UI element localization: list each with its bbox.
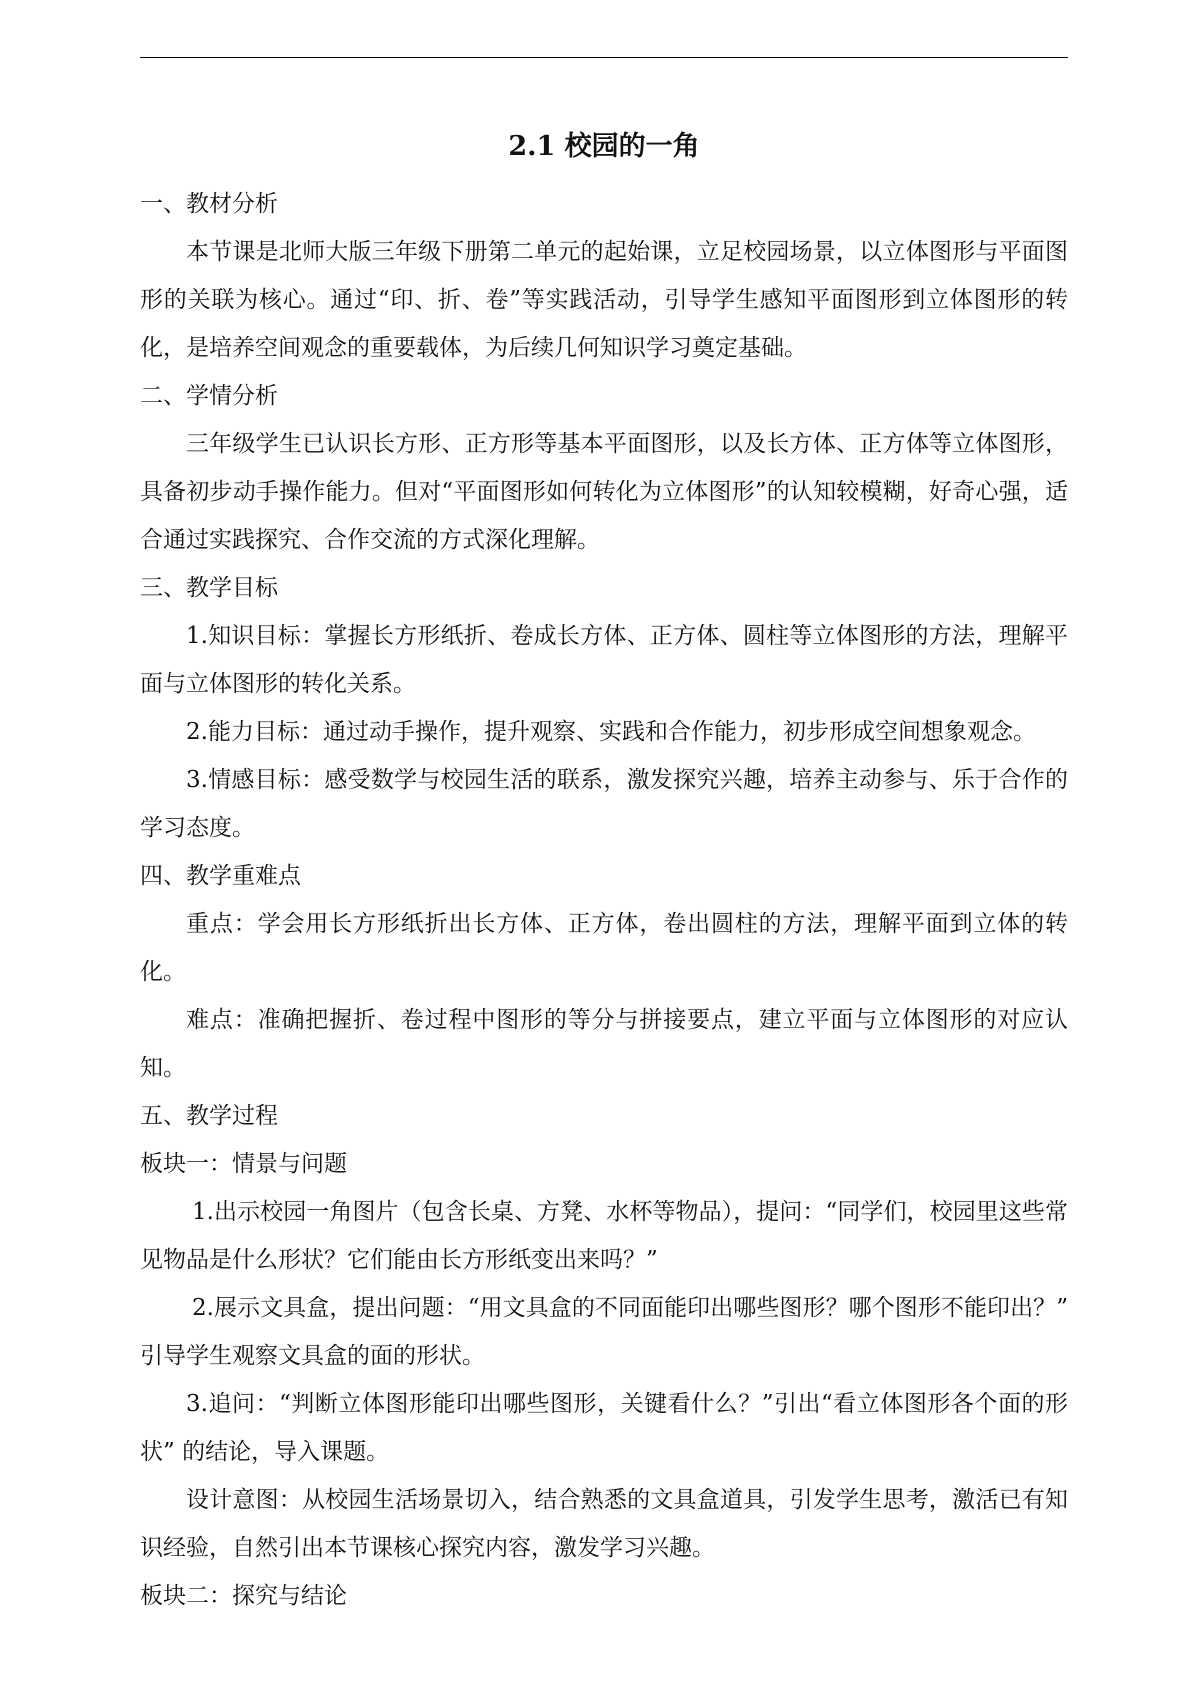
section-heading-student-analysis: 二、学情分析 xyxy=(140,383,278,409)
section-heading-textbook-analysis: 一、教材分析 xyxy=(140,191,278,217)
paragraph-design-intent: 设计意图：从校园生活场景切入，结合熟悉的文具盒道具，引发学生思考，激活已有知识经验，自然引出本节课核心探究内容，激发学习兴趣。 xyxy=(140,1487,1068,1561)
paragraph-step-2: 2.展示文具盒，提出问题：“用文具盒的不同面能印出哪些图形？哪个图形不能印出？” 引导学生观察文具盒的面的形状。 xyxy=(140,1295,1068,1369)
section-heading-teaching-process: 五、教学过程 xyxy=(140,1103,278,1129)
paragraph-knowledge-goal: 1.知识目标：掌握长方形纸折、卷成长方体、正方体、圆柱等立体图形的方法，理解平面与立体图形的转化关系。 xyxy=(140,623,1068,697)
paragraph-ability-goal: 2.能力目标：通过动手操作，提升观察、实践和合作能力，初步形成空间想象观念。 xyxy=(186,719,1036,745)
paragraph-difficulty: 难点：准确把握折、卷过程中图形的等分与拼接要点，建立平面与立体图形的对应认知。 xyxy=(140,1007,1068,1081)
paragraph-key-point: 重点：学会用长方形纸折出长方体、正方体，卷出圆柱的方法，理解平面到立体的转化。 xyxy=(140,911,1068,985)
document-body xyxy=(140,120,1068,1620)
paragraph-textbook-analysis: 本节课是北师大版三年级下册第二单元的起始课，立足校园场景，以立体图形与平面图形的关联为核心。通过“印、折、卷”等实践活动，引导学生感知平面图形到立体图形的转化，是培养空间观念的重要载体，为后续几何知识学习奠定基础。 xyxy=(140,239,1068,361)
paragraph-student-analysis: 三年级学生已认识长方形、正方形等基本平面图形，以及长方体、正方体等立体图形，具备初步动手操作能力。但对“平面图形如何转化为立体图形”的认知较模糊，好奇心强，适合通过实践探究、合作交流的方式深化理解。 xyxy=(140,431,1068,553)
section-heading-key-points: 四、教学重难点 xyxy=(140,863,301,889)
document-title: 2.1 校园的一角 xyxy=(508,131,700,162)
block-heading-scenario: 板块一：情景与问题 xyxy=(140,1151,347,1177)
section-heading-teaching-goals: 三、教学目标 xyxy=(140,575,278,601)
paragraph-step-1: 1.出示校园一角图片（包含长桌、方凳、水杯等物品），提问：“同学们，校园里这些常见物品是什么形状？它们能由长方形纸变出来吗？” xyxy=(140,1199,1068,1273)
paragraph-emotion-goal: 3.情感目标：感受数学与校园生活的联系，激发探究兴趣，培养主动参与、乐于合作的学习态度。 xyxy=(140,767,1068,841)
header-rule xyxy=(140,57,1068,58)
block-heading-exploration: 板块二：探究与结论 xyxy=(140,1583,347,1609)
paragraph-step-3: 3.追问：“判断立体图形能印出哪些图形，关键看什么？”引出“看立体图形各个面的形状” 的结论，导入课题。 xyxy=(140,1391,1068,1465)
